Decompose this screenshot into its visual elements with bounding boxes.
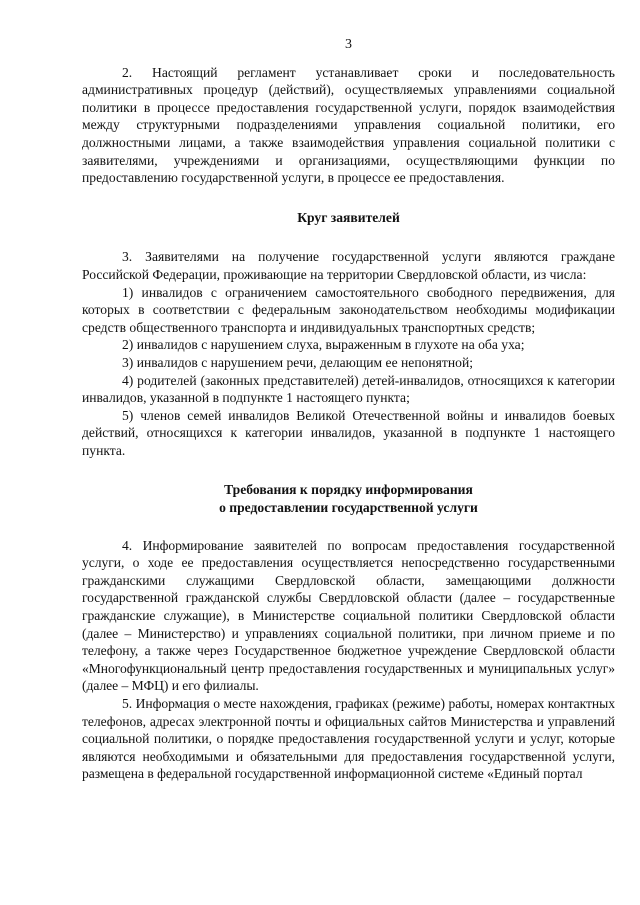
paragraph-5: 5. Информация о месте нахождения, графиках (режиме) работы, номерах контактных телефонов, адресах электронной почты и официальных сайтов Министерства и управлений социальной политики, о порядке предоставления государственной услуги и услуг, которые являются необходимыми и обязательными для предоставления государственной услуги, размещена в федеральной государственной информационной системе «Единый портал [82,696,615,782]
paragraph-3-item-2: 2) инвалидов с нарушением слуха, выраженным в глухоте на оба уха; [122,337,525,353]
paragraph-3: 3. Заявителями на получение государственной услуги являются граждане Российской Федерации, проживающие на территории Свердловской области, из числа: [82,249,615,282]
document-page [82,36,615,783]
paragraph-3-item-1: 1) инвалидов с ограничением самостоятельного свободного передвижения, для которых в соответствии с федеральным законодательством необходимы модификации средств общественного транспорта и индивидуальных транспортных средств; [82,284,615,335]
paragraph-3-item-5: 5) членов семей инвалидов Великой Отечественной войны и инвалидов боевых действий, относящихся к категории инвалидов, указанной в подпункте 1 настоящего пункта. [82,407,615,458]
heading-line-1: Требования к порядку информирования [224,482,473,498]
page-number: 3 [345,37,352,52]
heading-applicants: Круг заявителей [297,209,400,225]
paragraph-4: 4. Информирование заявителей по вопросам предоставления государственной услуги, о ходе ее предоставления осуществляется непосредственно государственными гражданскими служащими Свердловской области, замещающими должности государственной гражданской службы Свердловской области (далее – государственные гражданские служащие), в Министерстве социальной политики Свердловской области (далее – Министерство) и управлениях социальной политики, при личном приеме и по телефону, а также через Государственное бюджетное учреждение Свердловской области «Многофункциональный центр предоставления государственных и муниципальных услуг» (далее – МФЦ) и его филиалы. [82,537,615,694]
paragraph-2: 2. Настоящий регламент устанавливает сроки и последовательность административных процедур (действий), осуществляемых управлениями социальной политики в процессе предоставления государственной услуги, порядок взаимодействия между структурными подразделениями управления социальной политики, его должностными лицами, а также взаимодействия управления социальной политики с заявителями, учреждениями и организациями, осуществляющими функции по предоставлению государственной услуги, в процессе ее предоставления. [82,64,615,186]
heading-information-requirements [82,481,615,516]
heading-line-2: о предоставлении государственной услуги [219,500,478,516]
paragraph-3-item-4: 4) родителей (законных представителей) детей-инвалидов, относящихся к категории инвалидов, указанной в подпункте 1 настоящего пункта; [82,372,615,406]
paragraph-3-item-3: 3) инвалидов с нарушением речи, делающим ее непонятной; [122,354,473,370]
